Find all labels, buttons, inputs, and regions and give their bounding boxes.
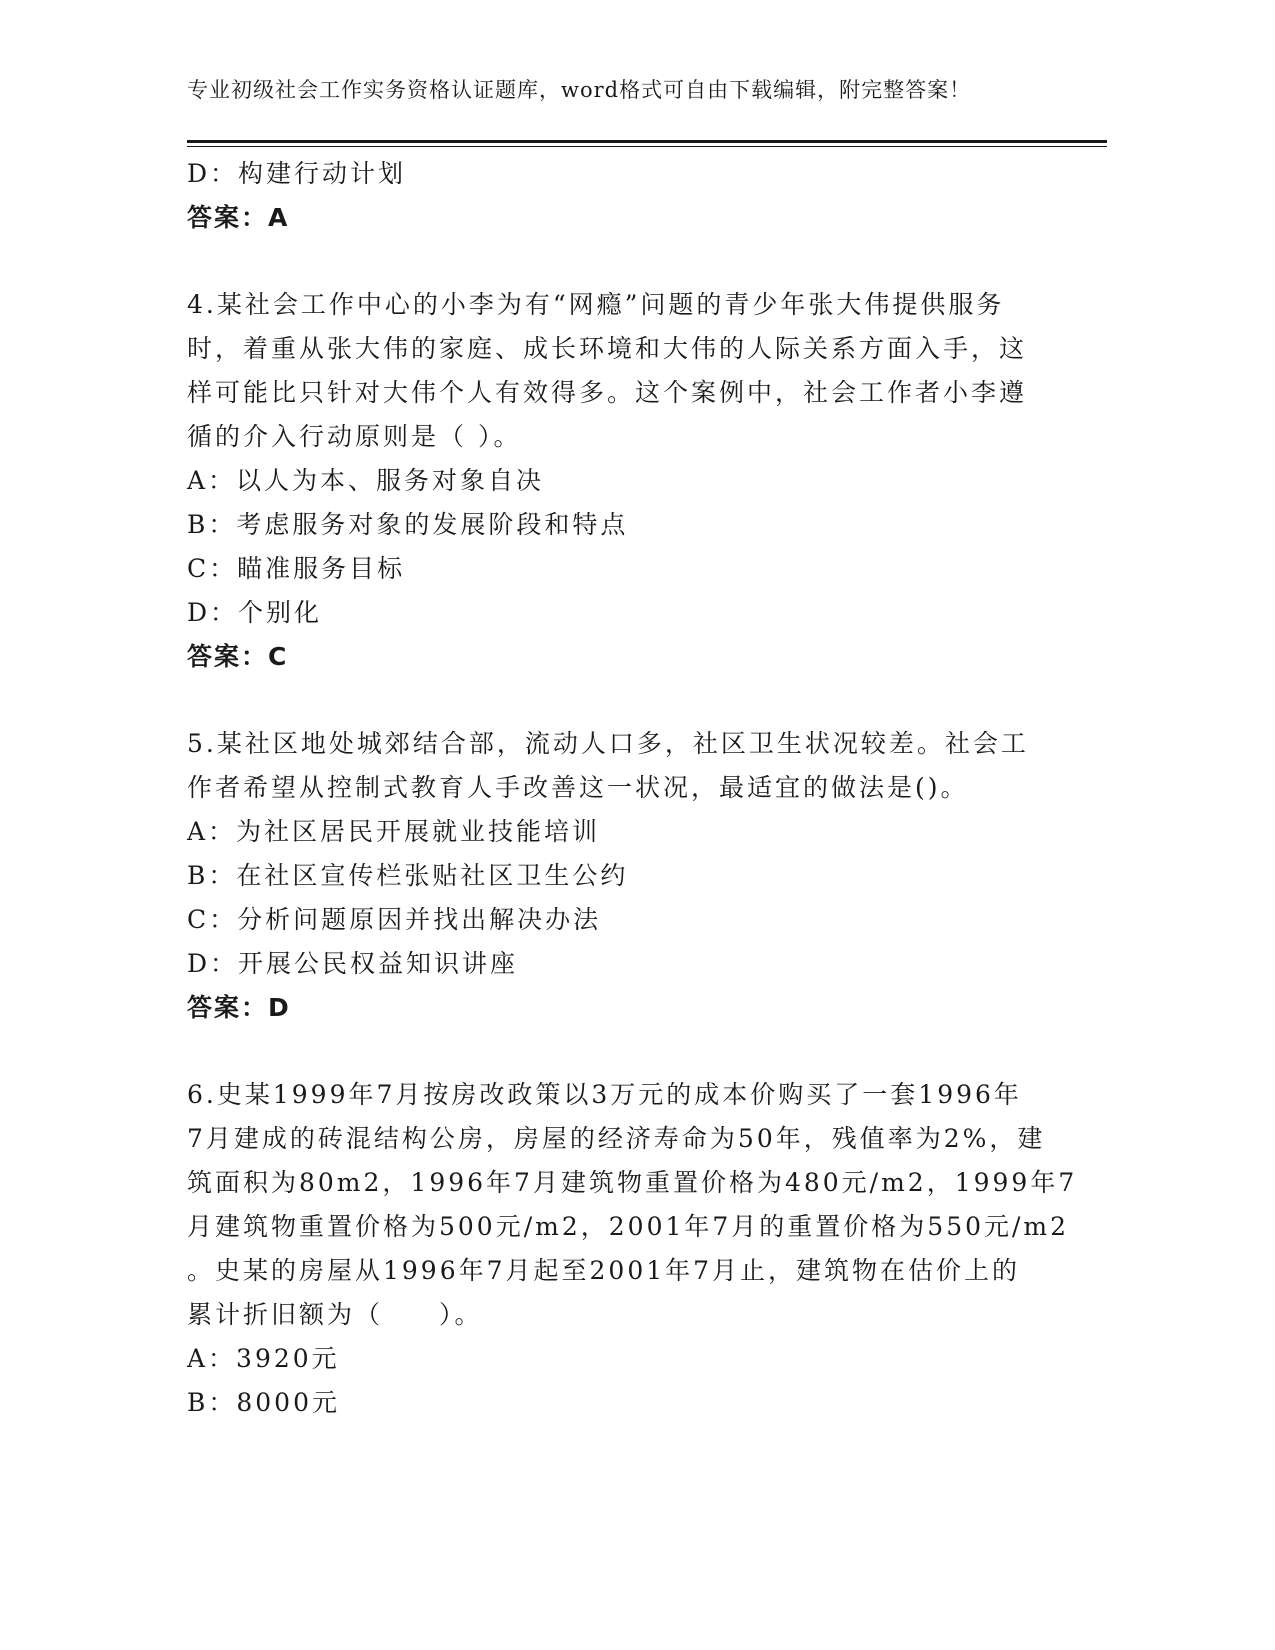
option-b: B：在社区宣传栏张贴社区卫生公约: [187, 861, 629, 890]
question-stem-line: 筑面积为80m2，1996年7月建筑物重置价格为480元/m2，1999年7: [187, 1168, 1078, 1197]
question-stem-line: 作者希望从控制式教育人手改善这一状况，最适宜的做法是()。: [187, 773, 969, 802]
question-stem-line: 累计折旧额为（ ）。: [187, 1300, 483, 1329]
spacer: [187, 1030, 1067, 1073]
answer-label: 答案：C: [187, 642, 289, 671]
question-6: [187, 1073, 1078, 1425]
header-rule-thick: [187, 140, 1107, 143]
question-stem-line: 5.某社区地处城郊结合部，流动人口多，社区卫生状况较差。社会工: [187, 729, 1029, 758]
question-stem-line: 4.某社会工作中心的小李为有“网瘾”问题的青少年张大伟提供服务: [187, 290, 1005, 319]
option-d: D：开展公民权益知识讲座: [187, 949, 519, 978]
header-rule-thin: [187, 146, 1107, 147]
option-d: D：构建行动计划: [187, 159, 407, 188]
spacer: [187, 679, 1067, 722]
option-b: B：8000元: [187, 1388, 340, 1417]
option-b: B：考虑服务对象的发展阶段和特点: [187, 510, 629, 539]
question-stem-line: 月建筑物重置价格为500元/m2，2001年7月的重置价格为550元/m2: [187, 1212, 1070, 1241]
question-stem-line: 循的介入行动原则是（ ）。: [187, 422, 522, 451]
page-header: 专业初级社会工作实务资格认证题库，word格式可自由下载编辑，附完整答案！: [187, 78, 972, 102]
question-stem-line: 样可能比只针对大伟个人有效得多。这个案例中，社会工作者小李遵: [187, 378, 1028, 407]
option-d: D：个别化: [187, 598, 323, 627]
question-stem-line: 。史某的房屋从1996年7月起至2001年7月止，建筑物在估价上的: [187, 1256, 1021, 1285]
answer-label: 答案：A: [187, 203, 290, 232]
option-c: C：瞄准服务目标: [187, 554, 406, 583]
option-a: A：以人为本、服务对象自决: [187, 466, 545, 495]
document-body: [187, 152, 1078, 1425]
question-stem-line: 时，着重从张大伟的家庭、成长环境和大伟的人际关系方面入手，这: [187, 334, 1028, 363]
question-stem-line: 6.史某1999年7月按房改政策以3万元的成本价购买了一套1996年: [187, 1080, 1022, 1109]
question-4: [187, 283, 1067, 679]
option-c: C：分析问题原因并找出解决办法: [187, 905, 602, 934]
option-a: A：3920元: [187, 1344, 340, 1373]
spacer: [187, 240, 1067, 283]
question-5: [187, 722, 1067, 1030]
question-stem-line: 7月建成的砖混结构公房，房屋的经济寿命为50年，残值率为2%，建: [187, 1124, 1046, 1153]
option-a: A：为社区居民开展就业技能培训: [187, 817, 601, 846]
answer-label: 答案：D: [187, 993, 291, 1022]
